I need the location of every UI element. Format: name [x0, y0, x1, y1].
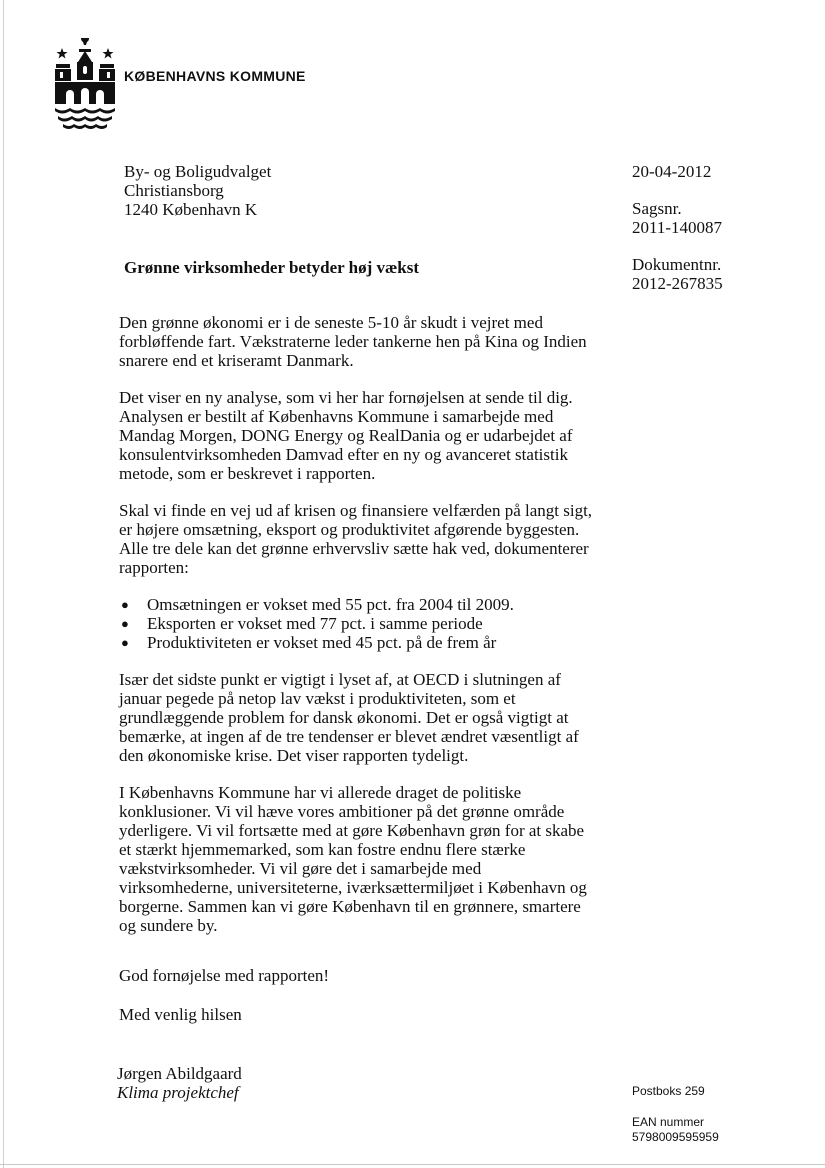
list-item-text: Produktiviteten er vokset med 45 pct. på de frem år	[147, 633, 497, 652]
coat-of-arms-logo	[52, 38, 118, 134]
text-line: vækstvirksomheder. Vi vil gøre det i samarbejde med	[119, 859, 482, 878]
text-line: Skal vi finde en vej ud af krisen og finansiere velfærden på langt sigt,	[119, 501, 593, 520]
signer-title: Klima projektchef	[117, 1083, 239, 1102]
text-line: Alle tre dele kan det grønne erhvervsliv sætte hak ved, dokumenterer	[119, 539, 589, 558]
text-line: Den grønne økonomi er i de seneste 5-10 år skudt i vejret med	[119, 313, 543, 332]
page-scan-edge	[3, 0, 4, 1168]
text-line: Det viser en ny analyse, som vi her har fornøjelsen at sende til dig.	[119, 388, 573, 407]
list-item-text: Eksporten er vokset med 77 pct. i samme periode	[147, 614, 483, 633]
text-line: grundlæggende problem for dansk økonomi. Det er også vigtigt at	[119, 708, 569, 727]
greeting: Med venlig hilsen	[119, 1005, 242, 1024]
list-item	[119, 614, 599, 633]
paragraph-1	[119, 313, 599, 370]
list-item	[119, 595, 599, 614]
letter-body	[119, 313, 599, 953]
text-line: bemærke, at ingen af de tre tendenser er blevet ændret væsentligt af	[119, 727, 579, 746]
text-line: virksomhederne, universiteterne, iværksættermiljøet i København og	[119, 878, 587, 897]
recipient-address	[124, 162, 444, 219]
bullet-icon: ●	[121, 597, 129, 612]
ean-number: 5798009595959	[632, 1130, 719, 1144]
ean-label: EAN nummer	[632, 1115, 705, 1129]
bullet-list	[119, 595, 599, 652]
text-line: Analysen er bestilt af Københavns Kommune i samarbejde med	[119, 407, 554, 426]
text-line: Især det sidste punkt er vigtigt i lyset af, at OECD i slutningen af	[119, 670, 561, 689]
document-number: 2012-267835	[632, 274, 723, 293]
text-line: konklusioner. Vi vil hæve vores ambitioner på det grønne område	[119, 802, 565, 821]
closing-line: God fornøjelse med rapporten!	[119, 966, 330, 985]
organization-name: KØBENHAVNS KOMMUNE	[124, 68, 306, 84]
text-line: Mandag Morgen, DONG Energy og RealDania og er udarbejdet af	[119, 426, 573, 445]
text-line: yderligere. Vi vil fortsætte med at gøre København grøn for at skabe	[119, 821, 585, 840]
paragraph-2	[119, 388, 599, 483]
document-label: Dokumentnr.	[632, 255, 722, 274]
text-line: snarere end et kriseramt Danmark.	[119, 351, 354, 370]
case-number: 2011-140087	[632, 218, 723, 237]
list-item	[119, 633, 599, 652]
signer-name: Jørgen Abildgaard	[117, 1064, 242, 1083]
text-line: borgerne. Sammen kan vi gøre København til en grønnere, smartere	[119, 897, 581, 916]
paragraph-4	[119, 670, 599, 765]
page-bottom-edge	[0, 1164, 825, 1165]
paragraph-3	[119, 501, 599, 577]
text-line: konsulentvirksomheden Damvad efter en ny og avanceret statistik	[119, 445, 568, 464]
paragraph-5	[119, 783, 599, 935]
text-line: I Københavns Kommune har vi allerede draget de politiske	[119, 783, 522, 802]
letter-meta	[632, 162, 812, 293]
text-line: er højere omsætning, eksport og produktivitet afgørende byggesten.	[119, 520, 580, 539]
text-line: metode, som er beskrevet i rapporten.	[119, 464, 376, 483]
recipient-line: By- og Boligudvalget	[124, 162, 272, 181]
text-line: og sundere by.	[119, 916, 218, 935]
letter-subject: Grønne virksomheder betyder høj vækst	[124, 258, 419, 277]
text-line: rapporten:	[119, 558, 189, 577]
recipient-line: 1240 København K	[124, 200, 258, 219]
bullet-icon: ●	[121, 635, 129, 650]
case-label: Sagsnr.	[632, 199, 682, 218]
ean-block	[632, 1115, 719, 1145]
letter-date: 20-04-2012	[632, 162, 712, 181]
text-line: et stærkt hjemmemarked, som kan fostre endnu flere stærke	[119, 840, 526, 859]
bullet-icon: ●	[121, 616, 129, 631]
text-line: januar pegede på netop lav vækst i produktiviteten, som et	[119, 689, 516, 708]
text-line: forbløffende fart. Vækstraterne leder tankerne hen på Kina og Indien	[119, 332, 587, 351]
text-line: den økonomiske krise. Det viser rapporten tydeligt.	[119, 746, 469, 765]
signature-block	[117, 1064, 242, 1102]
postbox: Postboks 259	[632, 1084, 705, 1098]
list-item-text: Omsætningen er vokset med 55 pct. fra 2004 til 2009.	[147, 595, 514, 614]
recipient-line: Christiansborg	[124, 181, 224, 200]
